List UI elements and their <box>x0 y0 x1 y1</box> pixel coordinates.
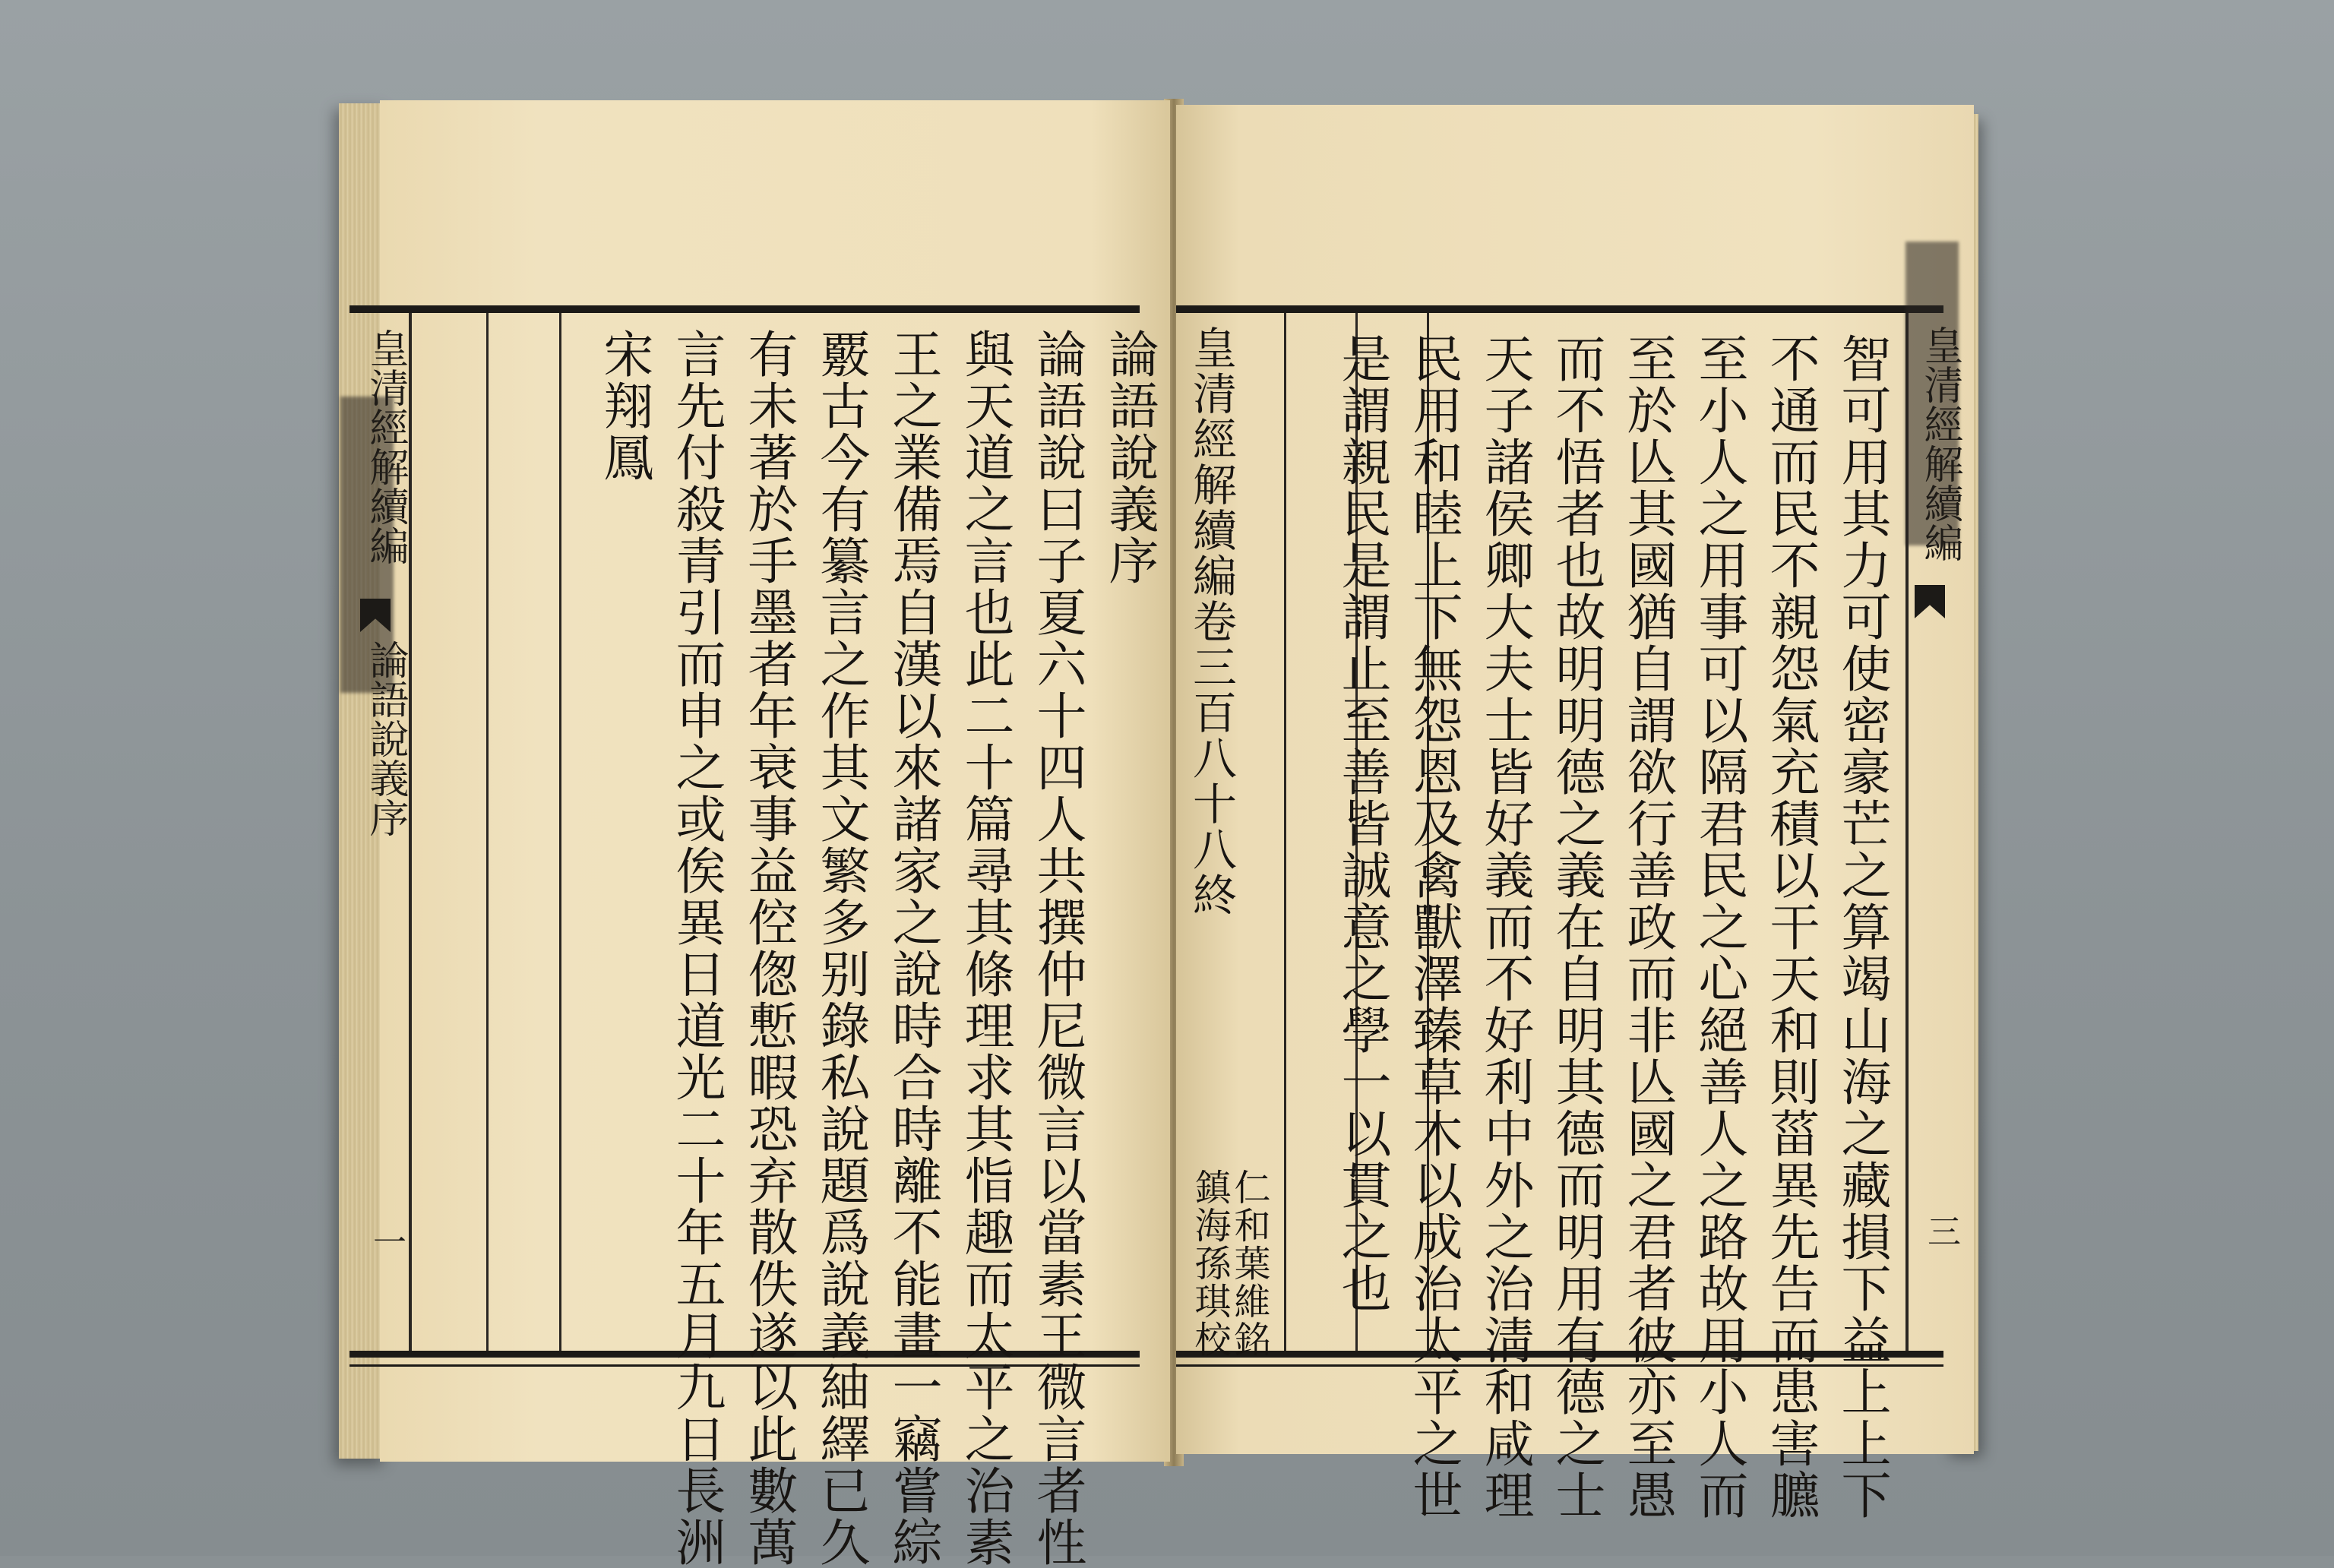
left-margin-title: 皇清經解續編 <box>362 328 408 565</box>
right-end-title: 皇清經解續編卷三百八十八終 <box>1185 325 1237 918</box>
right-page <box>1176 105 1974 1521</box>
left-top-rule <box>349 305 1140 313</box>
left-col-5: 覈古今有纂言之作其文繁多别錄私說題爲說義紬繹已久 <box>811 328 870 1568</box>
right-col-1: 智可用其力可使密豪芒之算竭山海之藏損下益上上下 <box>1833 333 1891 1521</box>
left-col-2: 論語說曰子夏六十四人共撰仲尼微言以當素王微言者性 <box>1028 328 1086 1568</box>
left-col-6: 有未著於手墨者年衰事益倥偬慙暇恐弃散佚遂以此數萬 <box>739 328 798 1568</box>
right-margin-title: 皇清經解續編 <box>1917 325 1962 562</box>
proofreader-1: 仁和葉維銘 <box>1228 1168 1270 1358</box>
left-page <box>362 100 1170 1568</box>
right-col-7: 民用和睦上下無怨恩及禽獸澤臻草木以成治太平之世 <box>1404 333 1463 1521</box>
left-col-8: 宋翔鳳 <box>595 328 653 483</box>
right-fishtail-mark <box>1915 585 1945 618</box>
right-folio: 三 <box>1921 1214 1960 1247</box>
right-col-3: 至小人之用事可以隔君民之心絕善人之路故用小人而 <box>1690 333 1748 1521</box>
right-col-2: 不通而民不親怨氣充積以干天和則菑異先告而患害臕 <box>1761 333 1820 1521</box>
left-folio: 一 <box>367 1225 406 1258</box>
right-col-5: 而不悟者也故明明德之義在自明其德而明用有德之士 <box>1547 333 1605 1521</box>
left-margin-subtitle: 論語說義序 <box>362 640 408 837</box>
left-col-line-2 <box>559 313 561 1351</box>
left-col-4: 王之業備焉自漢以來諸家之說時合時離不能畫一竊嘗綜 <box>884 328 942 1568</box>
proofreader-2: 鎮海孫琪校 <box>1188 1168 1231 1358</box>
right-col-6: 天子諸侯卿大夫士皆好義而不好利中外之治淸和咸理 <box>1475 333 1534 1521</box>
left-col-7: 言先付殺青引而申之或俟異日道光二十年五月九日長洲 <box>667 328 726 1568</box>
left-col-1: 論語說義序 <box>1100 328 1159 586</box>
right-col-8: 是謂親民是謂止至善皆誠意之學一以貫之也 <box>1333 333 1391 1314</box>
right-col-line-1 <box>1284 313 1286 1351</box>
right-col-4: 至於亾其國猶自謂欲行善政而非亾國之君者彼亦至愚 <box>1618 333 1677 1521</box>
left-col-line-1 <box>486 313 489 1351</box>
right-top-rule <box>1176 305 1943 313</box>
left-col-3: 與天道之言也此二十篇尋其條理求其恉趣而太平之治素 <box>956 328 1014 1568</box>
